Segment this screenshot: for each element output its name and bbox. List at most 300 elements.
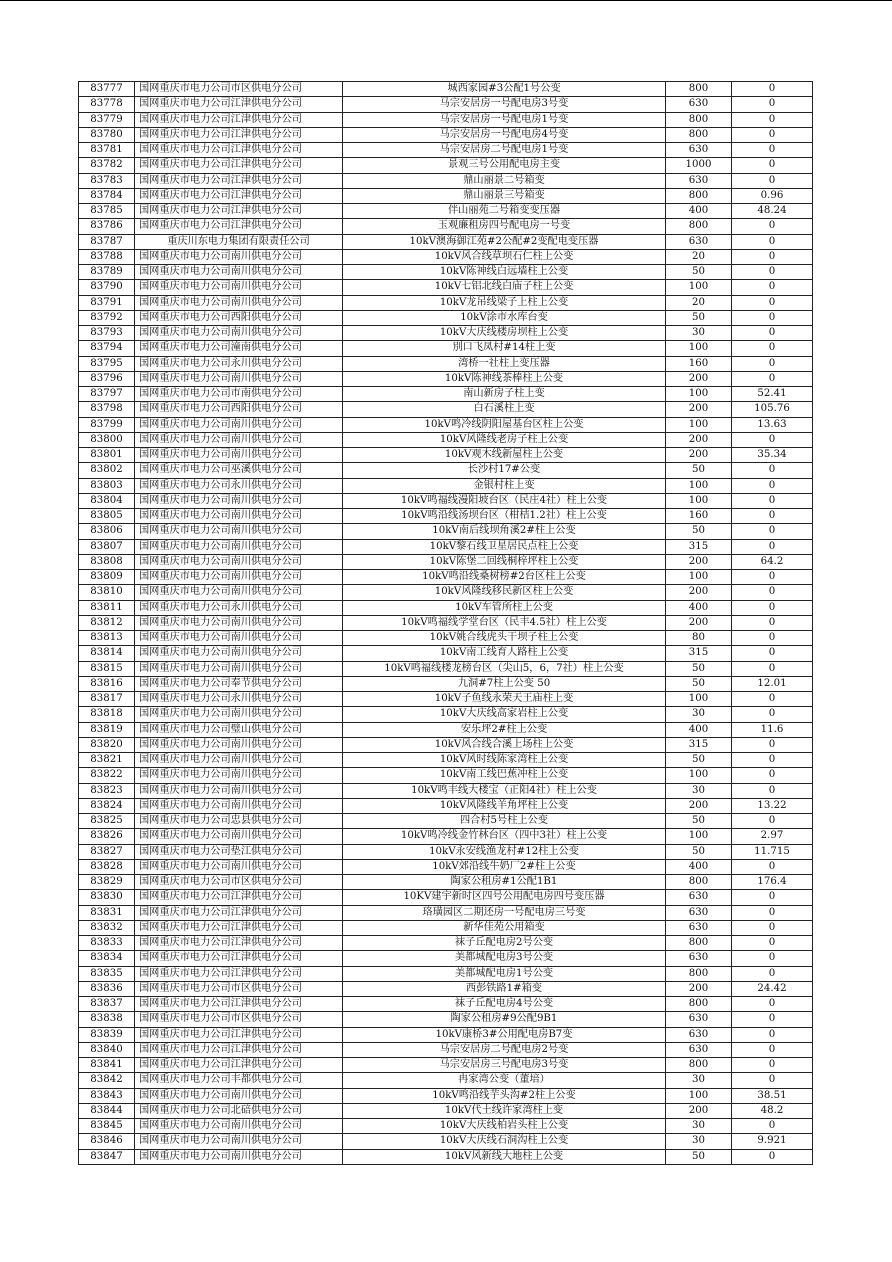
cell-transformer-name: 鼎山丽景二号箱变: [343, 173, 666, 188]
cell-id: 83844: [79, 1103, 135, 1118]
cell-transformer-name: 10kV七铝北线白庙子柱上公变: [343, 280, 666, 295]
cell-value: 0: [732, 524, 813, 539]
table-row: [79, 356, 813, 371]
cell-transformer-name: 10kV子鱼线永荣天王庙柱上变: [343, 692, 666, 707]
cell-capacity: 200: [666, 448, 732, 463]
cell-value: 9.921: [732, 1134, 813, 1149]
cell-capacity: 200: [666, 371, 732, 386]
cell-capacity: 200: [666, 402, 732, 417]
cell-value: 38.51: [732, 1088, 813, 1103]
cell-company: 国网重庆市电力公司江津供电分公司: [135, 219, 343, 234]
cell-capacity: 50: [666, 1149, 732, 1164]
cell-id: 83779: [79, 112, 135, 127]
table-row: [79, 1149, 813, 1164]
table-row: [79, 219, 813, 234]
cell-id: 83784: [79, 188, 135, 203]
cell-value: 52.41: [732, 387, 813, 402]
table-row: [79, 570, 813, 585]
cell-transformer-name: 10kV大庆线柏岩头柱上公变: [343, 1119, 666, 1134]
cell-company: 国网重庆市电力公司南川供电分公司: [135, 1119, 343, 1134]
cell-id: 83804: [79, 493, 135, 508]
cell-company: 国网重庆市电力公司南川供电分公司: [135, 783, 343, 798]
cell-company: 国网重庆市电力公司南川供电分公司: [135, 646, 343, 661]
cell-company: 国网重庆市电力公司江津供电分公司: [135, 966, 343, 981]
cell-id: 83800: [79, 432, 135, 447]
cell-transformer-name: 袜子丘配电房4号公变: [343, 997, 666, 1012]
table-row: [79, 326, 813, 341]
cell-capacity: 100: [666, 280, 732, 295]
cell-capacity: 630: [666, 97, 732, 112]
cell-value: 0: [732, 1149, 813, 1164]
cell-capacity: 100: [666, 692, 732, 707]
cell-value: 0: [732, 768, 813, 783]
cell-value: 0: [732, 920, 813, 935]
table-row: [79, 173, 813, 188]
cell-capacity: 400: [666, 204, 732, 219]
cell-id: 83802: [79, 463, 135, 478]
cell-value: 0: [732, 753, 813, 768]
cell-capacity: 50: [666, 844, 732, 859]
table-row: [79, 402, 813, 417]
cell-id: 83797: [79, 387, 135, 402]
cell-id: 83778: [79, 97, 135, 112]
cell-value: 0: [732, 692, 813, 707]
cell-transformer-name: 白石溪柱上变: [343, 402, 666, 417]
cell-id: 83806: [79, 524, 135, 539]
cell-value: 0: [732, 478, 813, 493]
cell-transformer-name: 九洞#7柱上公变 50: [343, 676, 666, 691]
cell-capacity: 100: [666, 387, 732, 402]
cell-capacity: 200: [666, 554, 732, 569]
cell-company: 国网重庆市电力公司南川供电分公司: [135, 753, 343, 768]
cell-capacity: 100: [666, 478, 732, 493]
cell-id: 83821: [79, 753, 135, 768]
cell-capacity: 30: [666, 707, 732, 722]
cell-capacity: 160: [666, 509, 732, 524]
table-row: [79, 905, 813, 920]
cell-transformer-name: 10kV澳海御江苑#2公配#2变配电变压器: [343, 234, 666, 249]
cell-company: 国网重庆市电力公司江津供电分公司: [135, 143, 343, 158]
cell-company: 国网重庆市电力公司南川供电分公司: [135, 661, 343, 676]
table-row: [79, 875, 813, 890]
cell-capacity: 400: [666, 600, 732, 615]
cell-company: 国网重庆市电力公司南川供电分公司: [135, 1149, 343, 1164]
cell-id: 83777: [79, 82, 135, 97]
cell-id: 83801: [79, 448, 135, 463]
cell-id: 83845: [79, 1119, 135, 1134]
cell-transformer-name: 新华佳苑公用箱变: [343, 920, 666, 935]
cell-company: 国网重庆市电力公司南川供电分公司: [135, 524, 343, 539]
cell-transformer-name: 城西家园#3公配1号公变: [343, 82, 666, 97]
cell-transformer-name: 湾桥一社柱上变压器: [343, 356, 666, 371]
table-row: [79, 997, 813, 1012]
cell-capacity: 200: [666, 585, 732, 600]
cell-value: 0: [732, 143, 813, 158]
cell-id: 83827: [79, 844, 135, 859]
table-row: [79, 341, 813, 356]
cell-id: 83824: [79, 798, 135, 813]
cell-company: 国网重庆市电力公司江津供电分公司: [135, 158, 343, 173]
table-row: [79, 615, 813, 630]
table-row: [79, 509, 813, 524]
cell-company: 重庆川东电力集团有限责任公司: [135, 234, 343, 249]
table-row: [79, 890, 813, 905]
table-row: [79, 936, 813, 951]
table-row: [79, 463, 813, 478]
table-row: [79, 737, 813, 752]
cell-company: 国网重庆市电力公司南川供电分公司: [135, 768, 343, 783]
cell-value: 0: [732, 234, 813, 249]
cell-transformer-name: 四合村5号柱上公变: [343, 814, 666, 829]
cell-capacity: 630: [666, 234, 732, 249]
cell-value: 0: [732, 936, 813, 951]
cell-company: 国网重庆市电力公司江津供电分公司: [135, 97, 343, 112]
cell-capacity: 630: [666, 951, 732, 966]
cell-company: 国网重庆市电力公司南川供电分公司: [135, 829, 343, 844]
cell-capacity: 200: [666, 981, 732, 996]
cell-capacity: 50: [666, 463, 732, 478]
cell-transformer-name: 10kV郊沿线牛奶厂2#柱上公变: [343, 859, 666, 874]
cell-id: 83781: [79, 143, 135, 158]
cell-transformer-name: 10kV风时线陈家湾柱上公变: [343, 753, 666, 768]
table-row: [79, 554, 813, 569]
cell-value: 11.715: [732, 844, 813, 859]
cell-id: 83793: [79, 326, 135, 341]
cell-company: 国网重庆市电力公司南川供电分公司: [135, 1088, 343, 1103]
cell-id: 83842: [79, 1073, 135, 1088]
cell-value: 0: [732, 1119, 813, 1134]
cell-company: 国网重庆市电力公司南川供电分公司: [135, 249, 343, 264]
cell-capacity: 30: [666, 1119, 732, 1134]
cell-capacity: 630: [666, 173, 732, 188]
cell-transformer-name: 安乐坪2#柱上公变: [343, 722, 666, 737]
cell-capacity: 20: [666, 295, 732, 310]
cell-transformer-name: 美都城配电房1号公变: [343, 966, 666, 981]
table-row: [79, 310, 813, 325]
cell-id: 83786: [79, 219, 135, 234]
cell-value: 0: [732, 158, 813, 173]
table-row: [79, 265, 813, 280]
cell-capacity: 200: [666, 432, 732, 447]
cell-capacity: 800: [666, 188, 732, 203]
cell-id: 83837: [79, 997, 135, 1012]
table-row: [79, 539, 813, 554]
cell-company: 国网重庆市电力公司丰都供电分公司: [135, 1073, 343, 1088]
cell-id: 83783: [79, 173, 135, 188]
cell-company: 国网重庆市电力公司南川供电分公司: [135, 554, 343, 569]
cell-capacity: 100: [666, 341, 732, 356]
cell-company: 国网重庆市电力公司南川供电分公司: [135, 859, 343, 874]
cell-id: 83785: [79, 204, 135, 219]
cell-id: 83787: [79, 234, 135, 249]
cell-id: 83811: [79, 600, 135, 615]
cell-company: 国网重庆市电力公司江津供电分公司: [135, 1027, 343, 1042]
cell-value: 0: [732, 997, 813, 1012]
cell-capacity: 315: [666, 737, 732, 752]
cell-id: 83790: [79, 280, 135, 295]
cell-company: 国网重庆市电力公司江津供电分公司: [135, 890, 343, 905]
cell-value: 0: [732, 905, 813, 920]
cell-id: 83789: [79, 265, 135, 280]
cell-id: 83819: [79, 722, 135, 737]
cell-company: 国网重庆市电力公司南川供电分公司: [135, 265, 343, 280]
cell-capacity: 50: [666, 265, 732, 280]
cell-value: 0: [732, 1042, 813, 1057]
table-row: [79, 188, 813, 203]
table-row: [79, 97, 813, 112]
cell-company: 国网重庆市电力公司奉节供电分公司: [135, 676, 343, 691]
cell-transformer-name: 马宗安居房一号配电房3号变: [343, 97, 666, 112]
cell-value: 0: [732, 890, 813, 905]
cell-transformer-name: 10kV康桥3#公用配电房B7变: [343, 1027, 666, 1042]
cell-capacity: 800: [666, 936, 732, 951]
cell-transformer-name: 10kV南工线育人路柱上公变: [343, 646, 666, 661]
cell-capacity: 80: [666, 631, 732, 646]
table-row: [79, 112, 813, 127]
cell-id: 83836: [79, 981, 135, 996]
table-row: [79, 295, 813, 310]
cell-capacity: 50: [666, 310, 732, 325]
cell-company: 国网重庆市电力公司南川供电分公司: [135, 448, 343, 463]
cell-value: 0: [732, 127, 813, 142]
cell-transformer-name: 10KV建宇新时区四号公用配电房四号变压器: [343, 890, 666, 905]
cell-company: 国网重庆市电力公司南川供电分公司: [135, 493, 343, 508]
table-row: [79, 661, 813, 676]
cell-id: 83828: [79, 859, 135, 874]
cell-company: 国网重庆市电力公司永川供电分公司: [135, 600, 343, 615]
cell-capacity: 400: [666, 722, 732, 737]
cell-capacity: 800: [666, 112, 732, 127]
cell-capacity: 800: [666, 219, 732, 234]
cell-id: 83794: [79, 341, 135, 356]
cell-value: 0: [732, 585, 813, 600]
cell-capacity: 630: [666, 143, 732, 158]
table-row: [79, 859, 813, 874]
cell-transformer-name: 鼎山丽景三号箱变: [343, 188, 666, 203]
cell-value: 0: [732, 82, 813, 97]
cell-company: 国网重庆市电力公司江津供电分公司: [135, 1058, 343, 1073]
table-row: [79, 981, 813, 996]
table-row: [79, 920, 813, 935]
cell-value: 0: [732, 814, 813, 829]
cell-id: 83809: [79, 570, 135, 585]
cell-id: 83792: [79, 310, 135, 325]
cell-id: 83815: [79, 661, 135, 676]
cell-company: 国网重庆市电力公司江津供电分公司: [135, 173, 343, 188]
cell-transformer-name: 10kV风隆线老房子柱上公变: [343, 432, 666, 447]
cell-value: 0: [732, 265, 813, 280]
cell-transformer-name: 马宗安居房二号配电房1号变: [343, 143, 666, 158]
cell-id: 83803: [79, 478, 135, 493]
cell-id: 83814: [79, 646, 135, 661]
cell-value: 0.96: [732, 188, 813, 203]
cell-value: 0: [732, 280, 813, 295]
cell-capacity: 200: [666, 1103, 732, 1118]
cell-id: 83830: [79, 890, 135, 905]
cell-capacity: 800: [666, 875, 732, 890]
cell-value: 0: [732, 249, 813, 264]
cell-transformer-name: 10kV代土线许家湾柱上变: [343, 1103, 666, 1118]
cell-company: 国网重庆市电力公司璧山供电分公司: [135, 722, 343, 737]
cell-transformer-name: 10kV风合线草坝石仁柱上公变: [343, 249, 666, 264]
table-row: [79, 798, 813, 813]
cell-value: 0: [732, 966, 813, 981]
table-row: [79, 158, 813, 173]
cell-transformer-name: 10kV鸣冷线阴阳屋基台区柱上公变: [343, 417, 666, 432]
cell-company: 国网重庆市电力公司南川供电分公司: [135, 585, 343, 600]
cell-transformer-name: 10kV陈堡二回线桐梓坪柱上公变: [343, 554, 666, 569]
table-row: [79, 707, 813, 722]
cell-value: 2.97: [732, 829, 813, 844]
table-row: [79, 1058, 813, 1073]
cell-capacity: 630: [666, 1027, 732, 1042]
cell-id: 83843: [79, 1088, 135, 1103]
cell-id: 83833: [79, 936, 135, 951]
cell-capacity: 100: [666, 493, 732, 508]
cell-id: 83782: [79, 158, 135, 173]
cell-value: 0: [732, 326, 813, 341]
cell-value: 0: [732, 493, 813, 508]
cell-value: 48.24: [732, 204, 813, 219]
table-row: [79, 1119, 813, 1134]
cell-id: 83813: [79, 631, 135, 646]
table-row: [79, 783, 813, 798]
cell-transformer-name: 10kV南工线巴蕉冲柱上公变: [343, 768, 666, 783]
cell-value: 12.01: [732, 676, 813, 691]
cell-id: 83788: [79, 249, 135, 264]
cell-transformer-name: 10kV大庆线高家岩柱上公变: [343, 707, 666, 722]
cell-company: 国网重庆市电力公司南川供电分公司: [135, 615, 343, 630]
cell-value: 176.4: [732, 875, 813, 890]
cell-capacity: 50: [666, 676, 732, 691]
cell-company: 国网重庆市电力公司江津供电分公司: [135, 936, 343, 951]
cell-value: 0: [732, 951, 813, 966]
cell-company: 国网重庆市电力公司南川供电分公司: [135, 631, 343, 646]
table-row: [79, 829, 813, 844]
cell-id: 83795: [79, 356, 135, 371]
cell-transformer-name: 金银村柱上变: [343, 478, 666, 493]
cell-transformer-name: 10kV鸣沿线汤坝台区（柑桔1.2社）柱上公变: [343, 509, 666, 524]
cell-id: 83805: [79, 509, 135, 524]
table-row: [79, 585, 813, 600]
cell-transformer-name: 10kV风隆线移民新区柱上公变: [343, 585, 666, 600]
table-row: [79, 478, 813, 493]
cell-value: 0: [732, 97, 813, 112]
cell-value: 0: [732, 570, 813, 585]
cell-value: 0: [732, 600, 813, 615]
cell-capacity: 100: [666, 570, 732, 585]
cell-transformer-name: 珞璜园区二期还房一号配电房三号变: [343, 905, 666, 920]
cell-company: 国网重庆市电力公司南川供电分公司: [135, 798, 343, 813]
cell-company: 国网重庆市电力公司南川供电分公司: [135, 295, 343, 310]
table-row: [79, 646, 813, 661]
table-row: [79, 1103, 813, 1118]
cell-id: 83822: [79, 768, 135, 783]
cell-id: 83838: [79, 1012, 135, 1027]
cell-transformer-name: 10kV观木线新屋柱上公变: [343, 448, 666, 463]
cell-id: 83823: [79, 783, 135, 798]
cell-value: 0: [732, 1027, 813, 1042]
cell-value: 24.42: [732, 981, 813, 996]
cell-value: 0: [732, 783, 813, 798]
cell-capacity: 630: [666, 890, 732, 905]
cell-transformer-name: 10kV陈神线茶棒柱上公变: [343, 371, 666, 386]
cell-transformer-name: 冉家湾公变（董培）: [343, 1073, 666, 1088]
cell-capacity: 630: [666, 905, 732, 920]
cell-capacity: 200: [666, 615, 732, 630]
cell-transformer-name: 西彭铁路1#箱变: [343, 981, 666, 996]
cell-capacity: 20: [666, 249, 732, 264]
table-row: [79, 1012, 813, 1027]
cell-transformer-name: 马宗安居房二号配电房2号变: [343, 1042, 666, 1057]
cell-id: 83799: [79, 417, 135, 432]
cell-company: 国网重庆市电力公司江津供电分公司: [135, 951, 343, 966]
table-row: [79, 722, 813, 737]
cell-capacity: 100: [666, 417, 732, 432]
cell-capacity: 800: [666, 127, 732, 142]
cell-capacity: 100: [666, 768, 732, 783]
cell-id: 83829: [79, 875, 135, 890]
table-row: [79, 814, 813, 829]
cell-company: 国网重庆市电力公司永川供电分公司: [135, 478, 343, 493]
cell-company: 国网重庆市电力公司市区供电分公司: [135, 1012, 343, 1027]
cell-company: 国网重庆市电力公司市南供电分公司: [135, 387, 343, 402]
cell-value: 0: [732, 432, 813, 447]
cell-transformer-name: 10kV龙吊线梁子上柱上公变: [343, 295, 666, 310]
cell-transformer-name: 10kV鸣福线楼龙榜台区（尖山5，6，7社）柱上公变: [343, 661, 666, 676]
cell-transformer-name: 10kV大庆线石洞沟柱上公变: [343, 1134, 666, 1149]
cell-company: 国网重庆市电力公司南川供电分公司: [135, 1134, 343, 1149]
cell-value: 0: [732, 615, 813, 630]
table-row: [79, 676, 813, 691]
cell-capacity: 800: [666, 1058, 732, 1073]
table-row: [79, 631, 813, 646]
cell-company: 国网重庆市电力公司南川供电分公司: [135, 707, 343, 722]
cell-capacity: 100: [666, 829, 732, 844]
page-top-border: [0, 0, 892, 1]
cell-id: 83839: [79, 1027, 135, 1042]
cell-id: 83808: [79, 554, 135, 569]
cell-value: 64.2: [732, 554, 813, 569]
cell-transformer-name: 玉观廉租房四号配电房一号变: [343, 219, 666, 234]
cell-value: 0: [732, 341, 813, 356]
table-row: [79, 234, 813, 249]
cell-value: 13.22: [732, 798, 813, 813]
cell-value: 11.6: [732, 722, 813, 737]
cell-value: 0: [732, 356, 813, 371]
table-row: [79, 951, 813, 966]
cell-transformer-name: 长沙村17#公变: [343, 463, 666, 478]
cell-value: 0: [732, 539, 813, 554]
cell-transformer-name: 10kV鸣沿线桑树榜#2台区柱上公变: [343, 570, 666, 585]
table-row: [79, 600, 813, 615]
cell-id: 83796: [79, 371, 135, 386]
cell-transformer-name: 袜子丘配电房2号公变: [343, 936, 666, 951]
cell-company: 国网重庆市电力公司垫江供电分公司: [135, 844, 343, 859]
cell-company: 国网重庆市电力公司江津供电分公司: [135, 1042, 343, 1057]
table-row: [79, 1042, 813, 1057]
cell-id: 83835: [79, 966, 135, 981]
cell-company: 国网重庆市电力公司潼南供电分公司: [135, 341, 343, 356]
cell-transformer-name: 10kV陈神线白远墙柱上公变: [343, 265, 666, 280]
cell-transformer-name: 別口飞凤村#14柱上变: [343, 341, 666, 356]
cell-capacity: 160: [666, 356, 732, 371]
cell-transformer-name: 10kV大庆线楼房坝柱上公变: [343, 326, 666, 341]
cell-transformer-name: 10kV鸣沿线芋头沟#2柱上公变: [343, 1088, 666, 1103]
cell-transformer-name: 景观三号公用配电房主变: [343, 158, 666, 173]
cell-transformer-name: 马宗安居房一号配电房4号变: [343, 127, 666, 142]
cell-transformer-name: 10kV永安线渔龙村#12柱上公变: [343, 844, 666, 859]
